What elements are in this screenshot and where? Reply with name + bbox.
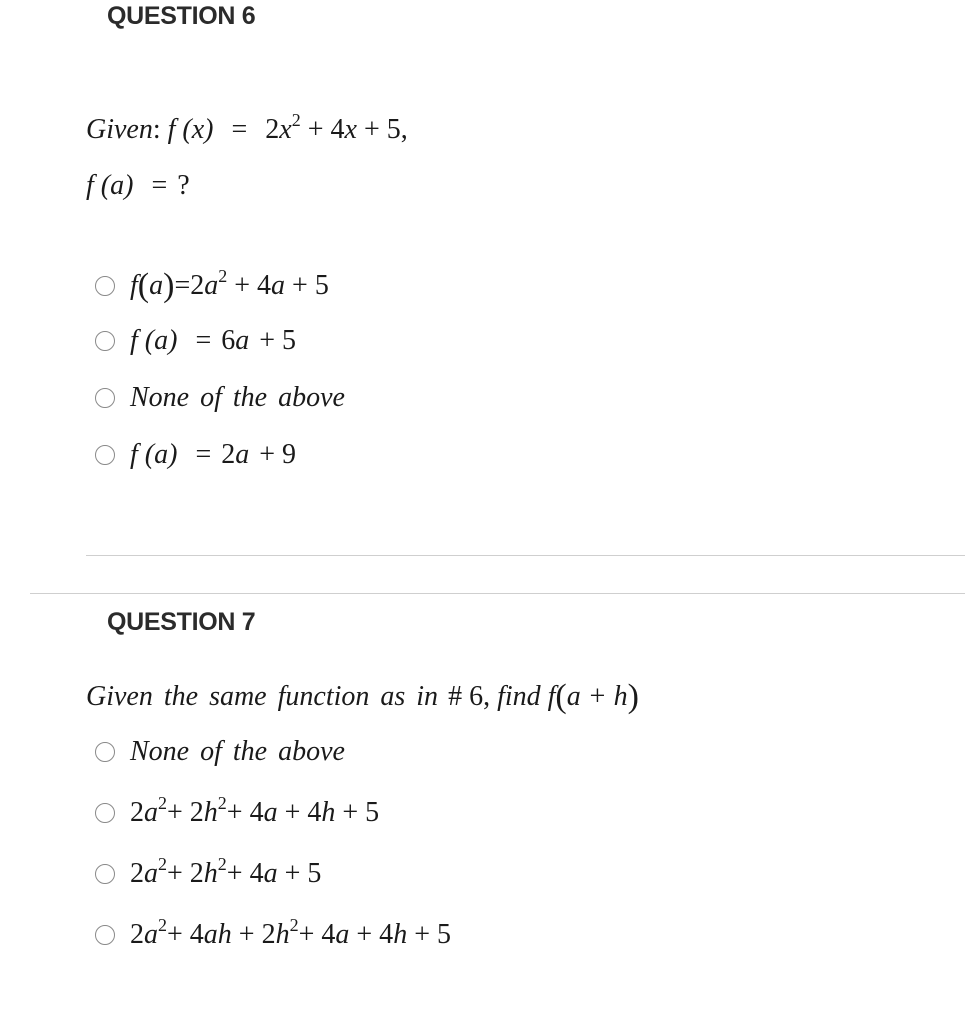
radio-button[interactable] xyxy=(95,864,115,884)
question-separator xyxy=(30,593,965,594)
radio-button[interactable] xyxy=(95,742,115,762)
question-6-bottom-divider xyxy=(86,555,965,556)
question-7-heading: QUESTION 7 xyxy=(107,608,256,636)
radio-button[interactable] xyxy=(95,925,115,945)
question-6-prompt-line-2: f (a) = ? xyxy=(86,170,190,201)
option-label: $2a^2+ 2h^2+ 4a + 4h + 5$ xyxy=(130,793,380,828)
radio-button[interactable] xyxy=(95,276,115,296)
question-6-option-4[interactable] xyxy=(95,439,296,471)
question-6-prompt-line-1: Given: f $(x) = 2x^2 + 4x + 5$, xyxy=(86,110,408,145)
option-label: $2a^2+ 4ah + 2h^2+ 4a + 4h + 5$ xyxy=(130,915,451,950)
question-6-option-3[interactable] xyxy=(95,382,345,414)
question-6-heading: QUESTION 6 xyxy=(107,2,256,30)
radio-button[interactable] xyxy=(95,331,115,351)
radio-button[interactable] xyxy=(95,388,115,408)
question-7-option-4[interactable] xyxy=(95,915,451,951)
option-label: f (a) = 2a + 9 xyxy=(130,439,297,470)
option-label: None of the above xyxy=(130,736,345,767)
question-7-option-2[interactable] xyxy=(95,793,380,829)
radio-button[interactable] xyxy=(95,445,115,465)
question-6-option-2[interactable] xyxy=(95,325,296,357)
question-6-option-1[interactable] xyxy=(95,267,329,305)
radio-button[interactable] xyxy=(95,803,115,823)
option-label: $f(a)=2a^2 + 4a + 5$ xyxy=(130,266,329,304)
question-7-prompt: Given the same function as in # 6, find f(a + h) xyxy=(86,678,639,715)
option-label: f (a) = 6a + 5 xyxy=(130,325,297,356)
question-7-option-1[interactable] xyxy=(95,736,345,768)
option-label: $2a^2+ 2h^2+ 4a + 5$ xyxy=(130,854,322,889)
option-label: None of the above xyxy=(130,382,345,413)
question-7-option-3[interactable] xyxy=(95,854,322,890)
